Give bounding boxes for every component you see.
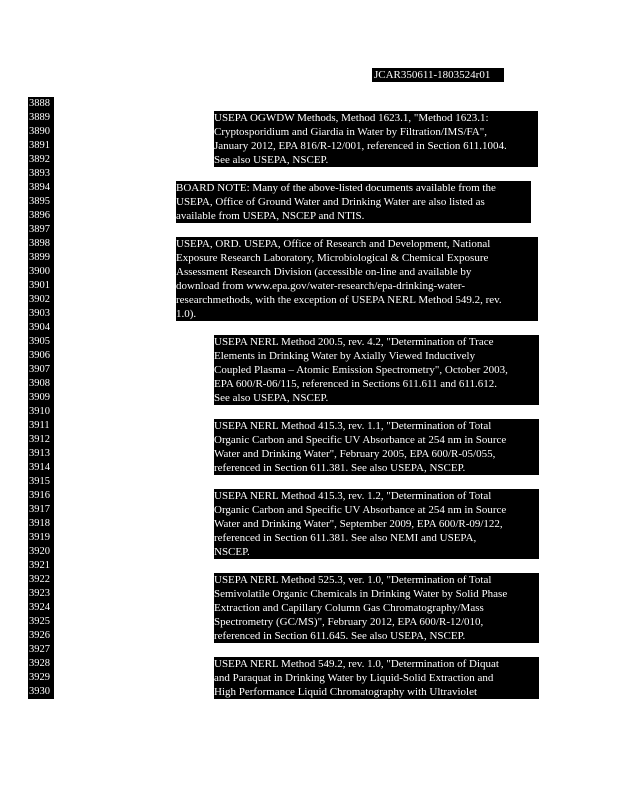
line-number: 3912 xyxy=(28,433,54,447)
line-number: 3894 xyxy=(28,181,54,195)
paragraph-line: download from www.epa.gov/water-research/epa-drinking-water- xyxy=(176,280,466,292)
line-number: 3906 xyxy=(28,349,54,363)
paragraph-nerl-200-5 xyxy=(214,335,539,405)
paragraph-line: referenced in Section 611.381. See also USEPA, NSCEP. xyxy=(214,462,466,474)
paragraph-line: 1.0). xyxy=(176,308,197,320)
line-number: 3921 xyxy=(28,559,54,573)
line-number: 3899 xyxy=(28,251,54,265)
line-number: 3890 xyxy=(28,125,54,139)
line-number: 3914 xyxy=(28,461,54,475)
line-number: 3891 xyxy=(28,139,54,153)
line-number: 3911 xyxy=(28,419,54,433)
paragraph-usepa-ord xyxy=(176,237,538,321)
paragraph-line: EPA 600/R-06/115, referenced in Sections 611.611 and 611.612. xyxy=(214,378,498,390)
paragraph-line: Assessment Research Division (accessible on-line and available by xyxy=(176,266,472,278)
paragraph-line: available from USEPA, NSCEP and NTIS. xyxy=(176,210,365,222)
line-number: 3901 xyxy=(28,279,54,293)
paragraph-line: See also USEPA, NSCEP. xyxy=(214,392,329,404)
line-number: 3917 xyxy=(28,503,54,517)
line-number: 3923 xyxy=(28,587,54,601)
paragraph-line: Water and Drinking Water", September 2009, EPA 600/R-09/122, xyxy=(214,518,503,530)
line-number: 3896 xyxy=(28,209,54,223)
line-number: 3926 xyxy=(28,629,54,643)
line-number: 3898 xyxy=(28,237,54,251)
line-number: 3903 xyxy=(28,307,54,321)
line-number: 3916 xyxy=(28,489,54,503)
line-number: 3910 xyxy=(28,405,54,419)
line-number: 3893 xyxy=(28,167,54,181)
paragraph-nerl-415-3-rev-1-1 xyxy=(214,419,539,475)
line-number: 3924 xyxy=(28,601,54,615)
line-number: 3915 xyxy=(28,475,54,489)
paragraph-line: Organic Carbon and Specific UV Absorbance at 254 nm in Source xyxy=(214,434,507,446)
paragraph-line: USEPA NERL Method 415.3, rev. 1.2, "Determination of Total xyxy=(214,490,492,502)
paragraph-line: USEPA NERL Method 415.3, rev. 1.1, "Determination of Total xyxy=(214,420,492,432)
line-number: 3909 xyxy=(28,391,54,405)
paragraph-line: and Paraquat in Drinking Water by Liquid-Solid Extraction and xyxy=(214,672,494,684)
document-header-id: JCAR350611-1803524r01 xyxy=(372,68,504,82)
paragraph-usepa-method-1623 xyxy=(214,111,538,167)
line-number: 3888 xyxy=(28,97,54,111)
line-number: 3925 xyxy=(28,615,54,629)
paragraph-line: referenced in Section 611.645. See also USEPA, NSCEP. xyxy=(214,630,466,642)
paragraph-line: Cryptosporidium and Giardia in Water by Filtration/IMS/FA", xyxy=(214,126,487,138)
line-number: 3904 xyxy=(28,321,54,335)
line-number: 3920 xyxy=(28,545,54,559)
line-number: 3928 xyxy=(28,657,54,671)
line-number: 3922 xyxy=(28,573,54,587)
paragraph-line: USEPA, ORD. USEPA, Office of Research and Development, National xyxy=(176,238,491,250)
paragraph-line: Elements in Drinking Water by Axially Viewed Inductively xyxy=(214,350,476,362)
paragraph-line: USEPA NERL Method 549.2, rev. 1.0, "Determination of Diquat xyxy=(214,658,499,670)
paragraph-line: January 2012, EPA 816/R-12/001, referenced in Section 611.1004. xyxy=(214,140,507,152)
paragraph-line: Spectrometry (GC/MS)", February 2012, EPA 600/R-12/010, xyxy=(214,616,484,628)
paragraph-line: Coupled Plasma – Atomic Emission Spectrometry", October 2003, xyxy=(214,364,508,376)
line-number: 3918 xyxy=(28,517,54,531)
line-number: 3905 xyxy=(28,335,54,349)
line-number: 3930 xyxy=(28,685,54,699)
line-number: 3897 xyxy=(28,223,54,237)
paragraph-line: USEPA NERL Method 525.3, ver. 1.0, "Determination of Total xyxy=(214,574,492,586)
paragraph-line: Water and Drinking Water", February 2005, EPA 600/R-05/055, xyxy=(214,448,496,460)
paragraph-line: Organic Carbon and Specific UV Absorbance at 254 nm in Source xyxy=(214,504,507,516)
line-number: 3895 xyxy=(28,195,54,209)
paragraph-line: BOARD NOTE: Many of the above-listed documents available from the xyxy=(176,182,496,194)
line-number: 3908 xyxy=(28,377,54,391)
line-number: 3900 xyxy=(28,265,54,279)
paragraph-line: USEPA NERL Method 200.5, rev. 4.2, "Determination of Trace xyxy=(214,336,494,348)
paragraph-line: High Performance Liquid Chromatography with Ultraviolet xyxy=(214,686,478,698)
paragraph-line: referenced in Section 611.381. See also NEMI and USEPA, xyxy=(214,532,477,544)
paragraph-line: researchmethods, with the exception of USEPA NERL Method 549.2, rev. xyxy=(176,294,502,306)
paragraph-line: See also USEPA, NSCEP. xyxy=(214,154,329,166)
paragraph-line: Exposure Research Laboratory, Microbiological & Chemical Exposure xyxy=(176,252,489,264)
paragraph-nerl-525-3 xyxy=(214,573,539,643)
paragraph-nerl-415-3-rev-1-2 xyxy=(214,489,539,559)
line-number: 3927 xyxy=(28,643,54,657)
line-number: 3913 xyxy=(28,447,54,461)
paragraph-line: Extraction and Capillary Column Gas Chromatography/Mass xyxy=(214,602,484,614)
paragraph-board-note xyxy=(176,181,531,223)
line-number: 3919 xyxy=(28,531,54,545)
paragraph-line: USEPA, Office of Ground Water and Drinking Water are also listed as xyxy=(176,196,485,208)
paragraph-line: USEPA OGWDW Methods, Method 1623.1, "Method 1623.1: xyxy=(214,112,489,124)
line-number: 3907 xyxy=(28,363,54,377)
line-number: 3929 xyxy=(28,671,54,685)
line-number: 3889 xyxy=(28,111,54,125)
paragraph-nerl-549-2 xyxy=(214,657,539,699)
paragraph-line: Semivolatile Organic Chemicals in Drinking Water by Solid Phase xyxy=(214,588,508,600)
line-number: 3902 xyxy=(28,293,54,307)
paragraph-line: NSCEP. xyxy=(214,546,250,558)
line-number: 3892 xyxy=(28,153,54,167)
